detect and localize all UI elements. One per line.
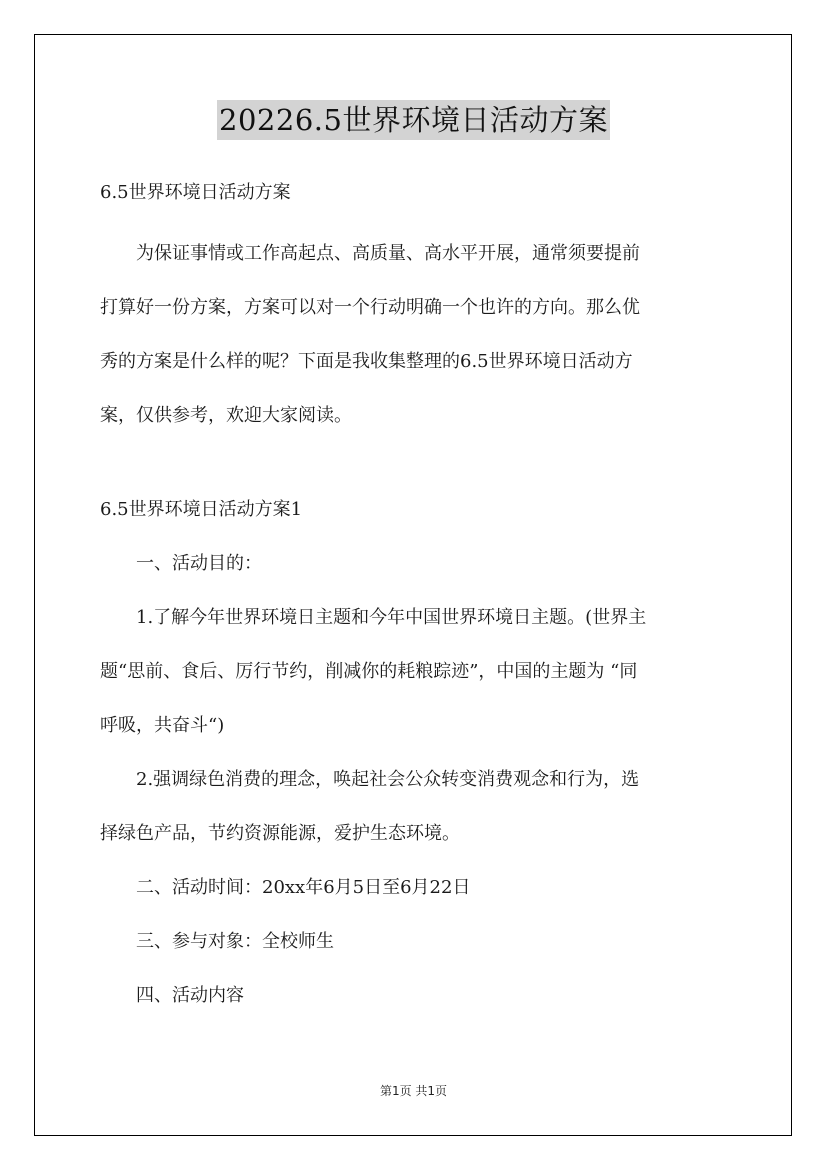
goal-1-line-3: 呼吸，共奋斗“) (100, 715, 225, 736)
goal-1-line-1: 1.了解今年世界环境日主题和今年中国世界环境日主题。(世界主 (136, 607, 647, 628)
title-area (0, 100, 827, 140)
intro-line-1: 为保证事情或工作高起点、高质量、高水平开展，通常须要提前 (136, 243, 640, 264)
spacer (100, 443, 730, 483)
intro-line-4: 案，仅供参考，欢迎大家阅读。 (100, 405, 352, 426)
goal-heading: 一、活动目的： (136, 553, 262, 574)
intro-line-3: 秀的方案是什么样的呢？下面是我收集整理的6.5世界环境日活动方 (100, 351, 633, 372)
activity-time: 二、活动时间：20xx年6月5日至6月22日 (136, 877, 471, 898)
document-title: 20226.5世界环境日活动方案 (217, 100, 610, 140)
goal-2-line-1: 2.强调绿色消费的理念，唤起社会公众转变消费观念和行为，选 (136, 769, 640, 790)
page-number: 第1页 共1页 (379, 1084, 448, 1098)
content-heading: 四、活动内容 (136, 985, 244, 1006)
goal-2-line-2: 择绿色产品，节约资源能源，爱护生态环境。 (100, 823, 460, 844)
intro-line-2: 打算好一份方案，方案可以对一个行动明确一个也许的方向。那么优 (100, 297, 640, 318)
section-heading: 6.5世界环境日活动方案1 (100, 499, 303, 520)
document-body (100, 173, 730, 1023)
participants: 三、参与对象：全校师生 (136, 931, 334, 952)
page-footer (0, 1082, 827, 1099)
goal-1-line-2: 题“思前、食后、厉行节约，削减你的耗粮踪迹”，中国的主题为 “同 (100, 661, 638, 682)
document-subtitle: 6.5世界环境日活动方案 (100, 182, 291, 203)
spacer (100, 213, 730, 227)
